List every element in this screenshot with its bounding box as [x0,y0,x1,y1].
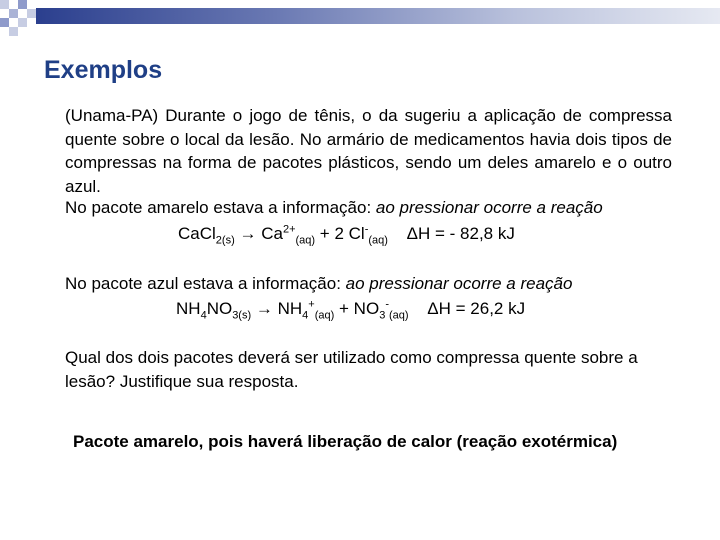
eq1-product-2-charge: - [364,223,369,236]
eq2-product-1-state: (aq) [314,309,335,322]
eq1-product-1-charge: 2+ [282,223,296,236]
eq1-reactant: CaCl [178,224,216,243]
eq1-product-2: + 2 Cl [319,224,365,243]
intro-paragraph [65,104,672,198]
eq2-product-2: + NO [339,299,380,318]
header-gradient-bar [36,8,720,24]
eq2-reactant-mid: NO [206,299,233,318]
eq2-product-2-state: (aq) [388,309,409,322]
eq1-arrow: → [239,224,257,243]
yellow-prefix: No pacote amarelo estava a informação: [65,198,376,217]
eq2-product-1: NH [277,299,303,318]
eq2-arrow: → [255,299,273,318]
equation-2 [176,298,526,322]
slide-title: Exemplos [44,56,163,84]
eq2-reactant-sub1: 4 [200,309,207,322]
eq2-product-2-charge: - [385,298,389,311]
blue-prefix: No pacote azul estava a informação: [65,274,346,293]
eq2-product-2-sub: 3 [379,309,386,322]
eq1-product-1-state: (aq) [295,234,316,247]
yellow-pack-info [65,198,603,218]
eq2-product-1-sub: 4 [302,309,309,322]
blue-pack-info [65,274,572,294]
eq2-reactant: NH [176,299,201,318]
eq1-product-2-state: (aq) [368,234,388,247]
eq2-product-1-charge: + [308,298,315,311]
eq1-reactant-state: (s) [221,234,235,247]
yellow-italic: ao pressionar ocorre a reação [375,198,603,217]
eq1-product-1: Ca [261,224,283,243]
blue-italic: ao pressionar ocorre a reação [345,274,573,293]
equation-1 [178,223,515,247]
intro-text: (Unama-PA) Durante o jogo de tênis, o da sugeriu a aplicação de compressa quente sobre o local da lesão. No armário de medicamentos havia dois tipos de compressas na forma de pacotes plásticos, sendo um deles amarelo e o outro azul. [65,106,672,196]
question-text: Qual dos dois pacotes deverá ser utilizado como compressa quente sobre a lesão? Justifique sua resposta. [65,348,638,391]
answer-text: Pacote amarelo, pois haverá liberação de calor (reação exotérmica) [73,432,618,451]
eq1-enthalpy: ΔH = - 82,8 kJ [406,224,515,243]
eq2-enthalpy: ΔH = 26,2 kJ [427,299,526,318]
question-paragraph [65,346,672,393]
eq2-reactant-state: 3(s) [232,309,252,322]
eq1-reactant-sub: 2 [215,234,222,247]
